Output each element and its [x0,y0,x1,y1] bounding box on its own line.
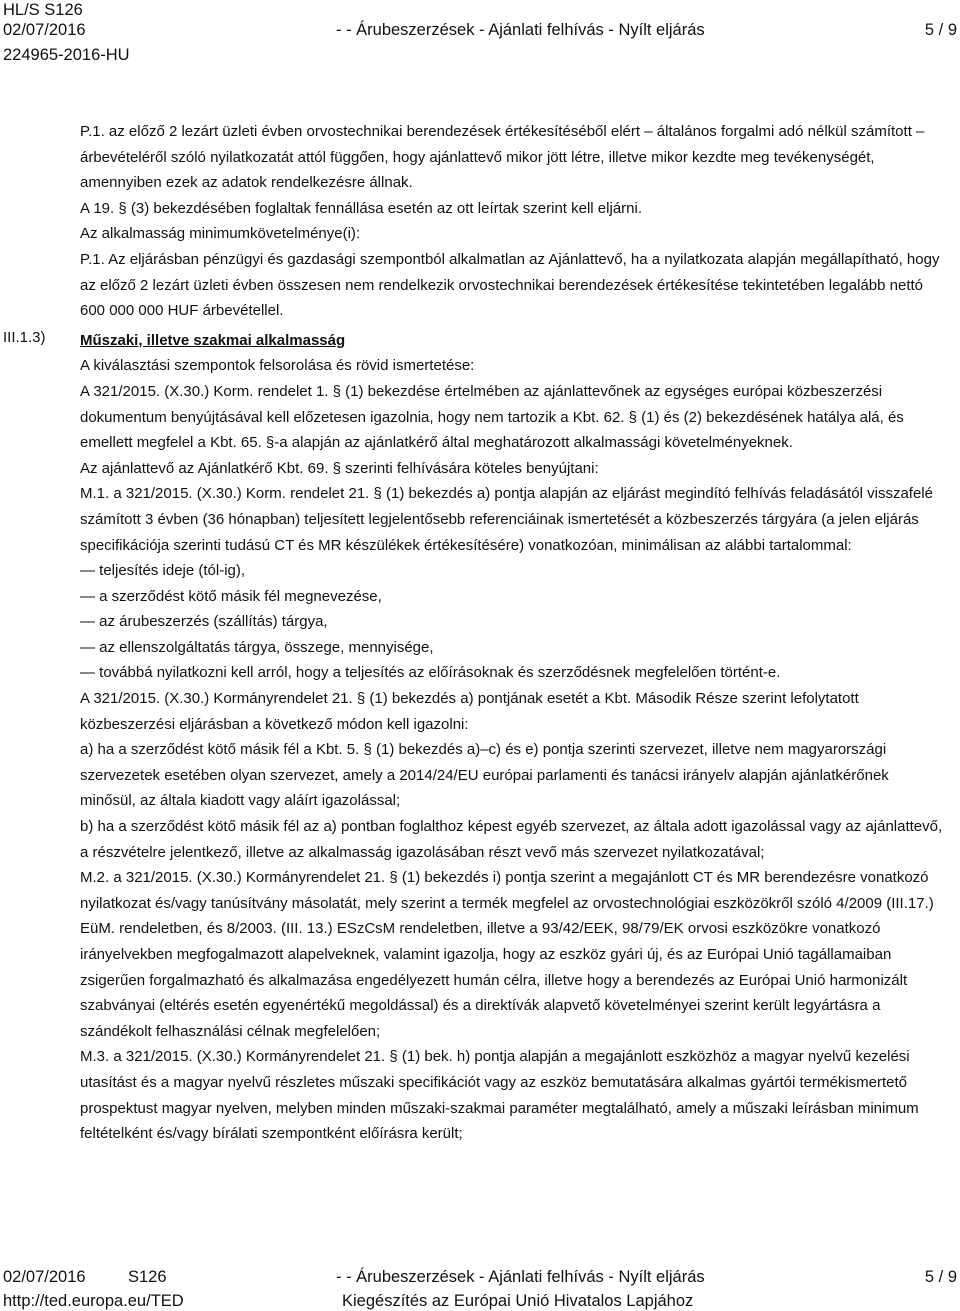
footer-publisher: Kiegészítés az Európai Unió Hivatalos Lapjához [342,1292,694,1310]
paragraph-m3: M.3. a 321/2015. (X.30.) Kormányrendelet 21. § (1) bek. h) pontja alapján a megajánlott eszközhöz a magyar nyelvű kezelési utasítást és a magyar nyelvű részletes műszaki specifikációt vagy az eszköz bemutatására alkalmas gyártói termékismertető prospektust magyar nyelven, melyben minden műszaki-szakmai paraméter megtalálható, amely a műszaki leírásban minimum feltételként és/vagy bírálati szempontként előírásra került; [80,1048,919,1143]
footer-url: http://ted.europa.eu/TED [3,1292,184,1310]
paragraph-case-a: a) ha a szerződést kötő másik fél a Kbt. 5. § (1) bekezdés a)–c) és e) pontja szerinti szervezet, illetve nem magyarországi szervezetek esetében olyan szervezet, amely a 2014/24/EU európai parlamenti és tanácsi irányelv alapján ajánlatkérőnek minősül, az általa kiadott vagy aláírt igazolással; [80,741,889,810]
list-item: — teljesítés ideje (tól-ig), [80,562,246,580]
paragraph-m1: M.1. a 321/2015. (X.30.) Korm. rendelet 21. § (1) bekezdés a) pontja alapján az eljárást megindító felhívás feladásától visszafelé számított 3 évben (36 hónapban) teljesített legjelentősebb referenciáinak ismertetését a közbeszerzés tárgyára (a jelen eljárás specifikációja szerinti tudású CT és MR készülékek értékesítésére) vonatkozóan, minimálisan az alábbi tartalommal: [80,485,933,554]
paragraph-submit: Az ajánlattevő az Ajánlatkérő Kbt. 69. § szerinti felhívására köteles benyújtani: [80,459,599,477]
paragraph-p1-declaration: P.1. az előző 2 lezárt üzleti évben orvostechnikai berendezések értékesítéséből elért – általános forgalmi adó nélkül számított – árbevételéről szóló nyilatkozatát attól függően, hogy ajánlattevő mikor jött létre, illetve mikor kezdte meg tevékenységét, amennyiben ezek az adatok rendelkezésre állnak. [80,123,925,192]
paragraph-article-19: A 19. § (3) bekezdésében foglaltak fennállása esetén az ott leírtak szerint kell eljárni. [80,199,642,217]
list-item: — a szerződést kötő másik fél megnevezése, [80,587,382,605]
paragraph-case-b: b) ha a szerződést kötő másik fél az a) pontban foglalthoz képest egyéb szervezet, az általa adott igazolással vagy az ajánlattevő, a részvételre jelentkező, illetve az alkalmasság igazolásában részt vevő más szervezet nyilatkozatával; [80,818,943,861]
footer-page-number: 5 / 9 [924,1268,957,1286]
paragraph-p1-requirement: P.1. Az eljárásban pénzügyi és gazdasági szempontból alkalmatlan az Ajánlattevő, ha a nyilatkozata alapján megállapítható, hogy az előző 2 lezárt üzleti évben összesen nem rendelkezik orvostechnikai berendezések értékesítése tekintetében legalább nettó 600 000 000 HUF árbevétellel. [80,250,940,320]
paragraph-verification: A 321/2015. (X.30.) Kormányrendelet 21. § (1) bekezdés a) pontjának esetét a Kbt. Második Része szerint lefolytatott közbeszerzési eljárásban a következő módon kell igazolni: [80,690,859,733]
paragraph-m2: M.2. a 321/2015. (X.30.) Kormányrendelet 21. § (1) bekezdés i) pontja szerint a megajánlott CT és MR berendezésre vonatkozó nyilatkozat és/vagy tanúsítvány másolatát, mely szerint a termék megfelel az orvostechnológiai eszközökről szóló 4/2009 (III.17.) EüM. rendeletben, és 8/2003. (III. 13.) ESzCsM rendeletben, illetve a 93/42/EEK, 98/79/EK orvosi eszközökre vonatkozó irányelvekben megfogalmazott alapelveknek, valamint igazolja, hogy az eszköz gyári új, és az Európai Unió tagállamaiban zsigerűen forgalmazható és alkalmazása engedélyezett humán célra, illetve hogy a berendezés az Európai Unió harmonizált szabványai (eltérés esetén egyenértékű megoldással) és a direktívák alapvető követelményei szerint került legyártásra a szándékolt felhasználási célnak megfelelően; [80,869,934,1040]
header-date: 02/07/2016 [3,21,86,39]
page-footer [3,1264,957,1311]
paragraph-espd: A 321/2015. (X.30.) Korm. rendelet 1. § (1) bekezdése értelmében az ajánlattevőnek az egységes európai közbeszerzési dokumentum benyújtásával kell előzetesen igazolnia, hogy nem tartozik a Kbt. 62. § (1) és (2) bekezdésének hatálya alá, és emellett megfelel a Kbt. 65. §-a alapján az ajánlatkérő által meghatározott alkalmassági követelményeknek. [80,382,904,452]
footer-series: S126 [128,1268,167,1286]
paragraph-min-requirements-heading: Az alkalmasság minimumkövetelménye(i): [80,225,361,243]
document-body [80,119,948,1147]
page-header [3,0,957,70]
technical-capacity-heading: Műszaki, illetve szakmai alkalmasság [80,331,346,349]
section-number: III.1.3) [3,329,46,346]
header-title: - - Árubeszerzések - Ajánlati felhívás - Nyílt eljárás [336,21,705,39]
list-item: — az ellenszolgáltatás tárgya, összege, mennyisége, [80,638,434,656]
footer-title: - - Árubeszerzések - Ajánlati felhívás - Nyílt eljárás [336,1268,705,1286]
header-page-number: 5 / 9 [924,21,957,39]
list-item: — továbbá nyilatkozni kell arról, hogy a teljesítés az előírásoknak és szerződésnek megfelelően történt-e. [80,664,781,682]
selection-criteria-heading: A kiválasztási szempontok felsorolása és rövid ismertetése: [80,357,475,375]
list-item: — az árubeszerzés (szállítás) tárgya, [80,613,328,631]
header-code: HL/S S126 [3,1,83,19]
footer-date: 02/07/2016 [3,1268,86,1286]
header-notice-id: 224965-2016-HU [3,46,130,64]
